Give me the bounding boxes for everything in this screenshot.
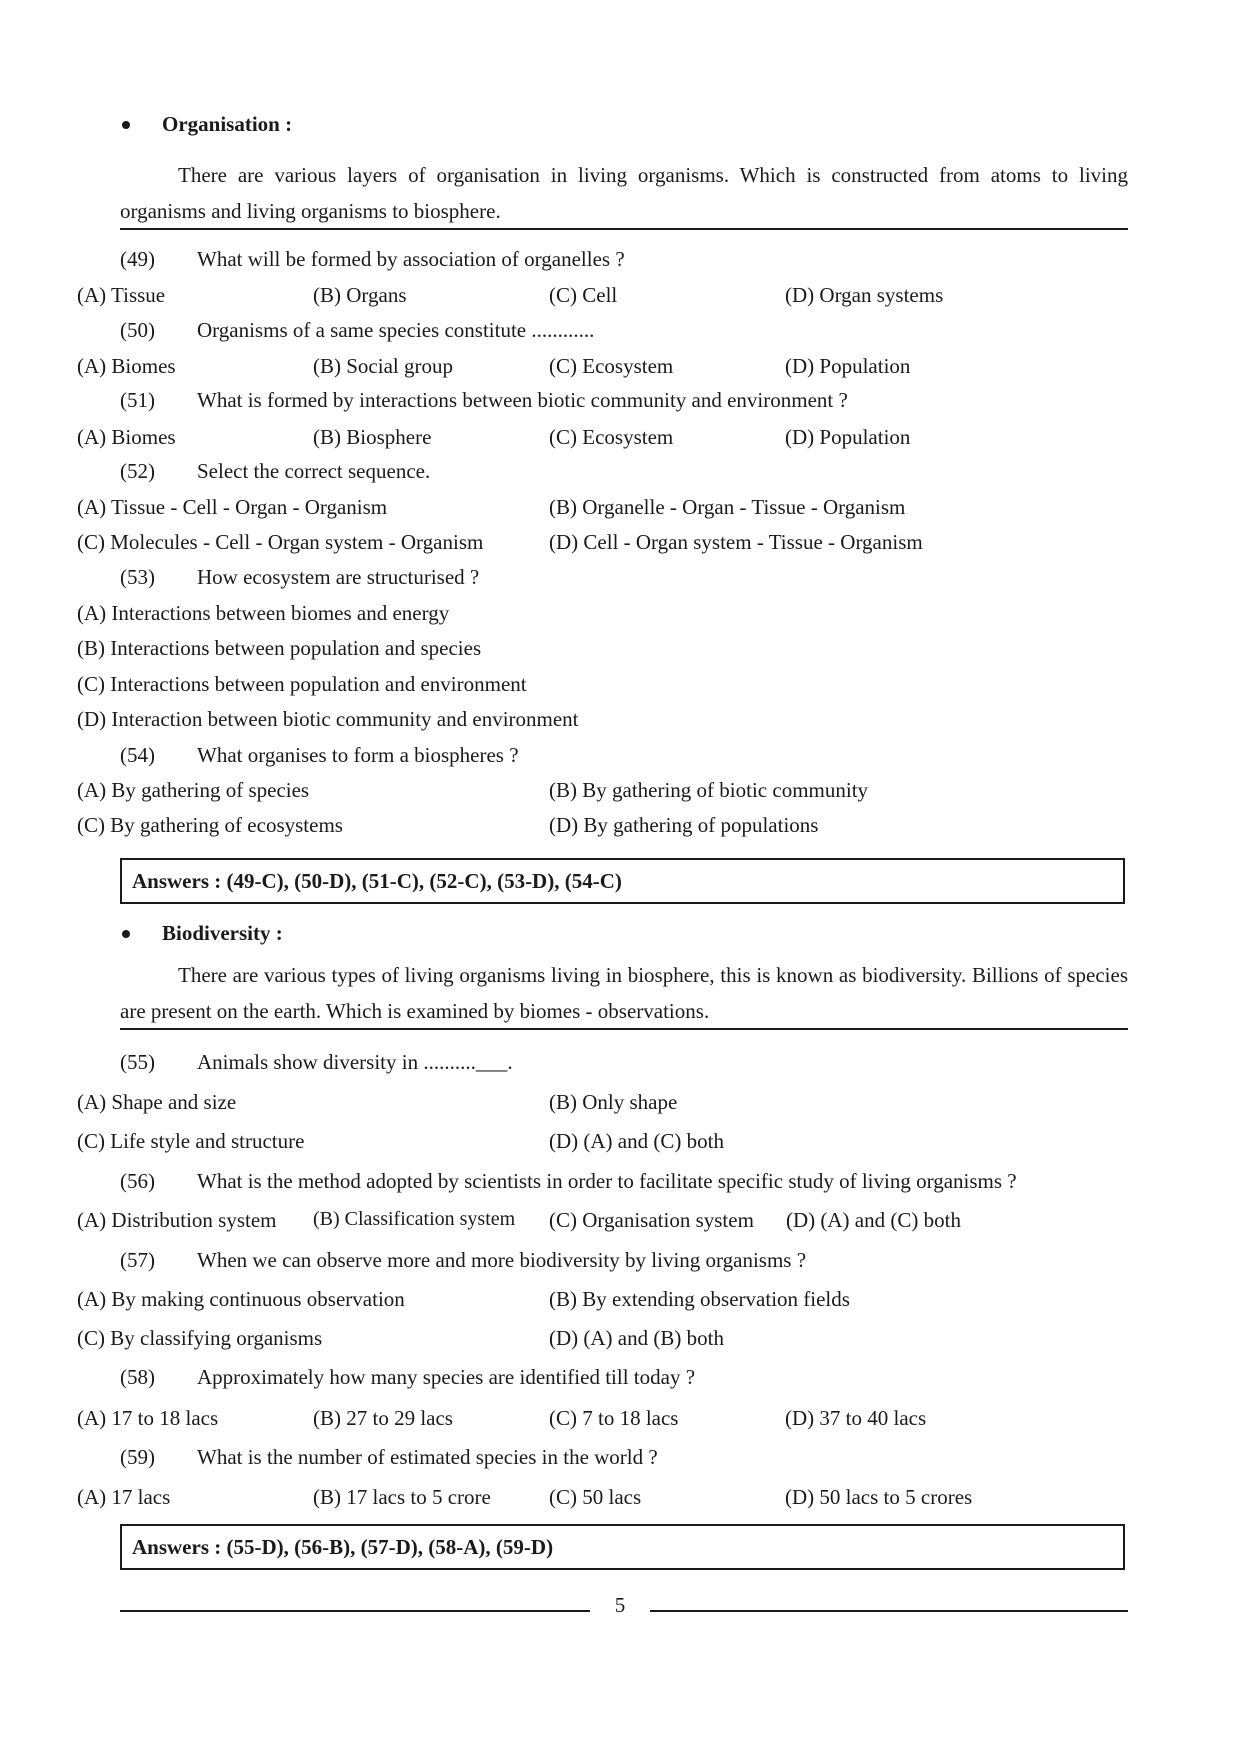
section-title: Biodiversity : (162, 921, 283, 945)
option-d: (D) (A) and (C) both (786, 1208, 961, 1232)
question-number: (50) (120, 318, 155, 342)
option-d: (D) Organ systems (785, 283, 944, 307)
option-c: (C) Molecules - Cell - Organ system - Organism (77, 530, 484, 554)
option-a: (A) Tissue - Cell - Organ - Organism (77, 495, 388, 519)
page-number: 5 (614, 1593, 626, 1617)
question-number: (51) (120, 388, 155, 412)
option-d: (D) Interaction between biotic community and environment (77, 707, 579, 731)
option-c: (C) By classifying organisms (77, 1326, 323, 1350)
question-number: (59) (120, 1445, 155, 1469)
answer-key-box: Answers : (55-D), (56-B), (57-D), (58-A), (59-D) (120, 1524, 1125, 1570)
question-text: When we can observe more and more biodiversity by living organisms ? (197, 1248, 807, 1272)
option-d: (D) (A) and (B) both (549, 1326, 724, 1350)
question-text: What will be formed by association of organelles ? (197, 247, 625, 271)
bullet-icon (122, 121, 130, 129)
option-c: (C) Ecosystem (549, 425, 674, 449)
question-text: Animals show diversity in ..........___. (197, 1050, 513, 1074)
option-a: (A) Interactions between biomes and energy (77, 601, 450, 625)
section-intro-biodiversity: There are various types of living organisms living in biosphere, this is known as biodiversity. Billions of species are present on the earth. Which is examined by biomes - observations. (120, 963, 1128, 1023)
question-number: (49) (120, 247, 155, 271)
option-b: (B) Only shape (549, 1090, 678, 1114)
option-a: (A) Shape and size (77, 1090, 237, 1114)
option-d: (D) 50 lacs to 5 crores (785, 1485, 973, 1509)
section-intro-organisation: There are various layers of organisation in living organisms. Which is constructed from atoms to living organisms and living organisms to biosphere. (120, 163, 1128, 223)
option-b: (B) Interactions between population and species (77, 636, 482, 660)
option-c: (C) 50 lacs (549, 1485, 642, 1509)
option-d: (D) Population (785, 425, 911, 449)
option-c: (C) By gathering of ecosystems (77, 813, 343, 837)
option-c: (C) Ecosystem (549, 354, 674, 378)
question-number: (53) (120, 565, 155, 589)
option-b: (B) Organs (313, 283, 407, 307)
option-d: (D) Population (785, 354, 911, 378)
question-text: Select the correct sequence. (197, 459, 431, 483)
question-text: Approximately how many species are identified till today ? (197, 1365, 696, 1389)
option-c: (C) Cell (549, 283, 618, 307)
option-a: (A) 17 lacs (77, 1485, 171, 1509)
option-a: (A) By making continuous observation (77, 1287, 405, 1311)
section-heading-organisation (120, 112, 292, 137)
option-b: (B) Classification system (313, 1208, 516, 1230)
option-a: (A) 17 to 18 lacs (77, 1406, 219, 1430)
option-a: (A) Biomes (77, 425, 176, 449)
footer-rule-left (120, 1610, 590, 1612)
answer-key-box: Answers : (49-C), (50-D), (51-C), (52-C), (53-D), (54-C) (120, 858, 1125, 904)
option-b: (B) Biosphere (313, 425, 432, 449)
option-b: (B) Organelle - Organ - Tissue - Organism (549, 495, 906, 519)
section-title: Organisation : (162, 112, 293, 136)
option-b: (B) 27 to 29 lacs (313, 1406, 453, 1430)
option-b: (B) By gathering of biotic community (549, 778, 869, 802)
divider (120, 1028, 1128, 1030)
option-c: (C) Interactions between population and environment (77, 672, 527, 696)
section-heading-biodiversity (120, 921, 283, 946)
divider (120, 228, 1128, 230)
option-b: (B) Social group (313, 354, 453, 378)
option-d: (D) Cell - Organ system - Tissue - Organism (549, 530, 923, 554)
option-b: (B) By extending observation fields (549, 1287, 850, 1311)
question-text: What organises to form a biospheres ? (197, 743, 519, 767)
option-a: (A) By gathering of species (77, 778, 310, 802)
option-d: (D) (A) and (C) both (549, 1129, 724, 1153)
option-d: (D) 37 to 40 lacs (785, 1406, 927, 1430)
option-c: (C) 7 to 18 lacs (549, 1406, 679, 1430)
question-number: (54) (120, 743, 155, 767)
question-text: What is the method adopted by scientists in order to facilitate specific study of living organisms ? (197, 1169, 1017, 1193)
question-text: Organisms of a same species constitute ............ (197, 318, 595, 342)
question-text: What is the number of estimated species in the world ? (197, 1445, 658, 1469)
question-number: (52) (120, 459, 155, 483)
option-a: (A) Tissue (77, 283, 166, 307)
option-c: (C) Life style and structure (77, 1129, 305, 1153)
footer-rule-right (650, 1610, 1128, 1612)
bullet-icon (122, 930, 130, 938)
option-a: (A) Distribution system (77, 1208, 277, 1232)
question-number: (55) (120, 1050, 155, 1074)
question-text: How ecosystem are structurised ? (197, 565, 480, 589)
option-c: (C) Organisation system (549, 1208, 754, 1232)
option-d: (D) By gathering of populations (549, 813, 819, 837)
question-number: (57) (120, 1248, 155, 1272)
question-number: (56) (120, 1169, 155, 1193)
question-text: What is formed by interactions between biotic community and environment ? (197, 388, 848, 412)
option-b: (B) 17 lacs to 5 crore (313, 1485, 491, 1509)
option-a: (A) Biomes (77, 354, 176, 378)
question-number: (58) (120, 1365, 155, 1389)
